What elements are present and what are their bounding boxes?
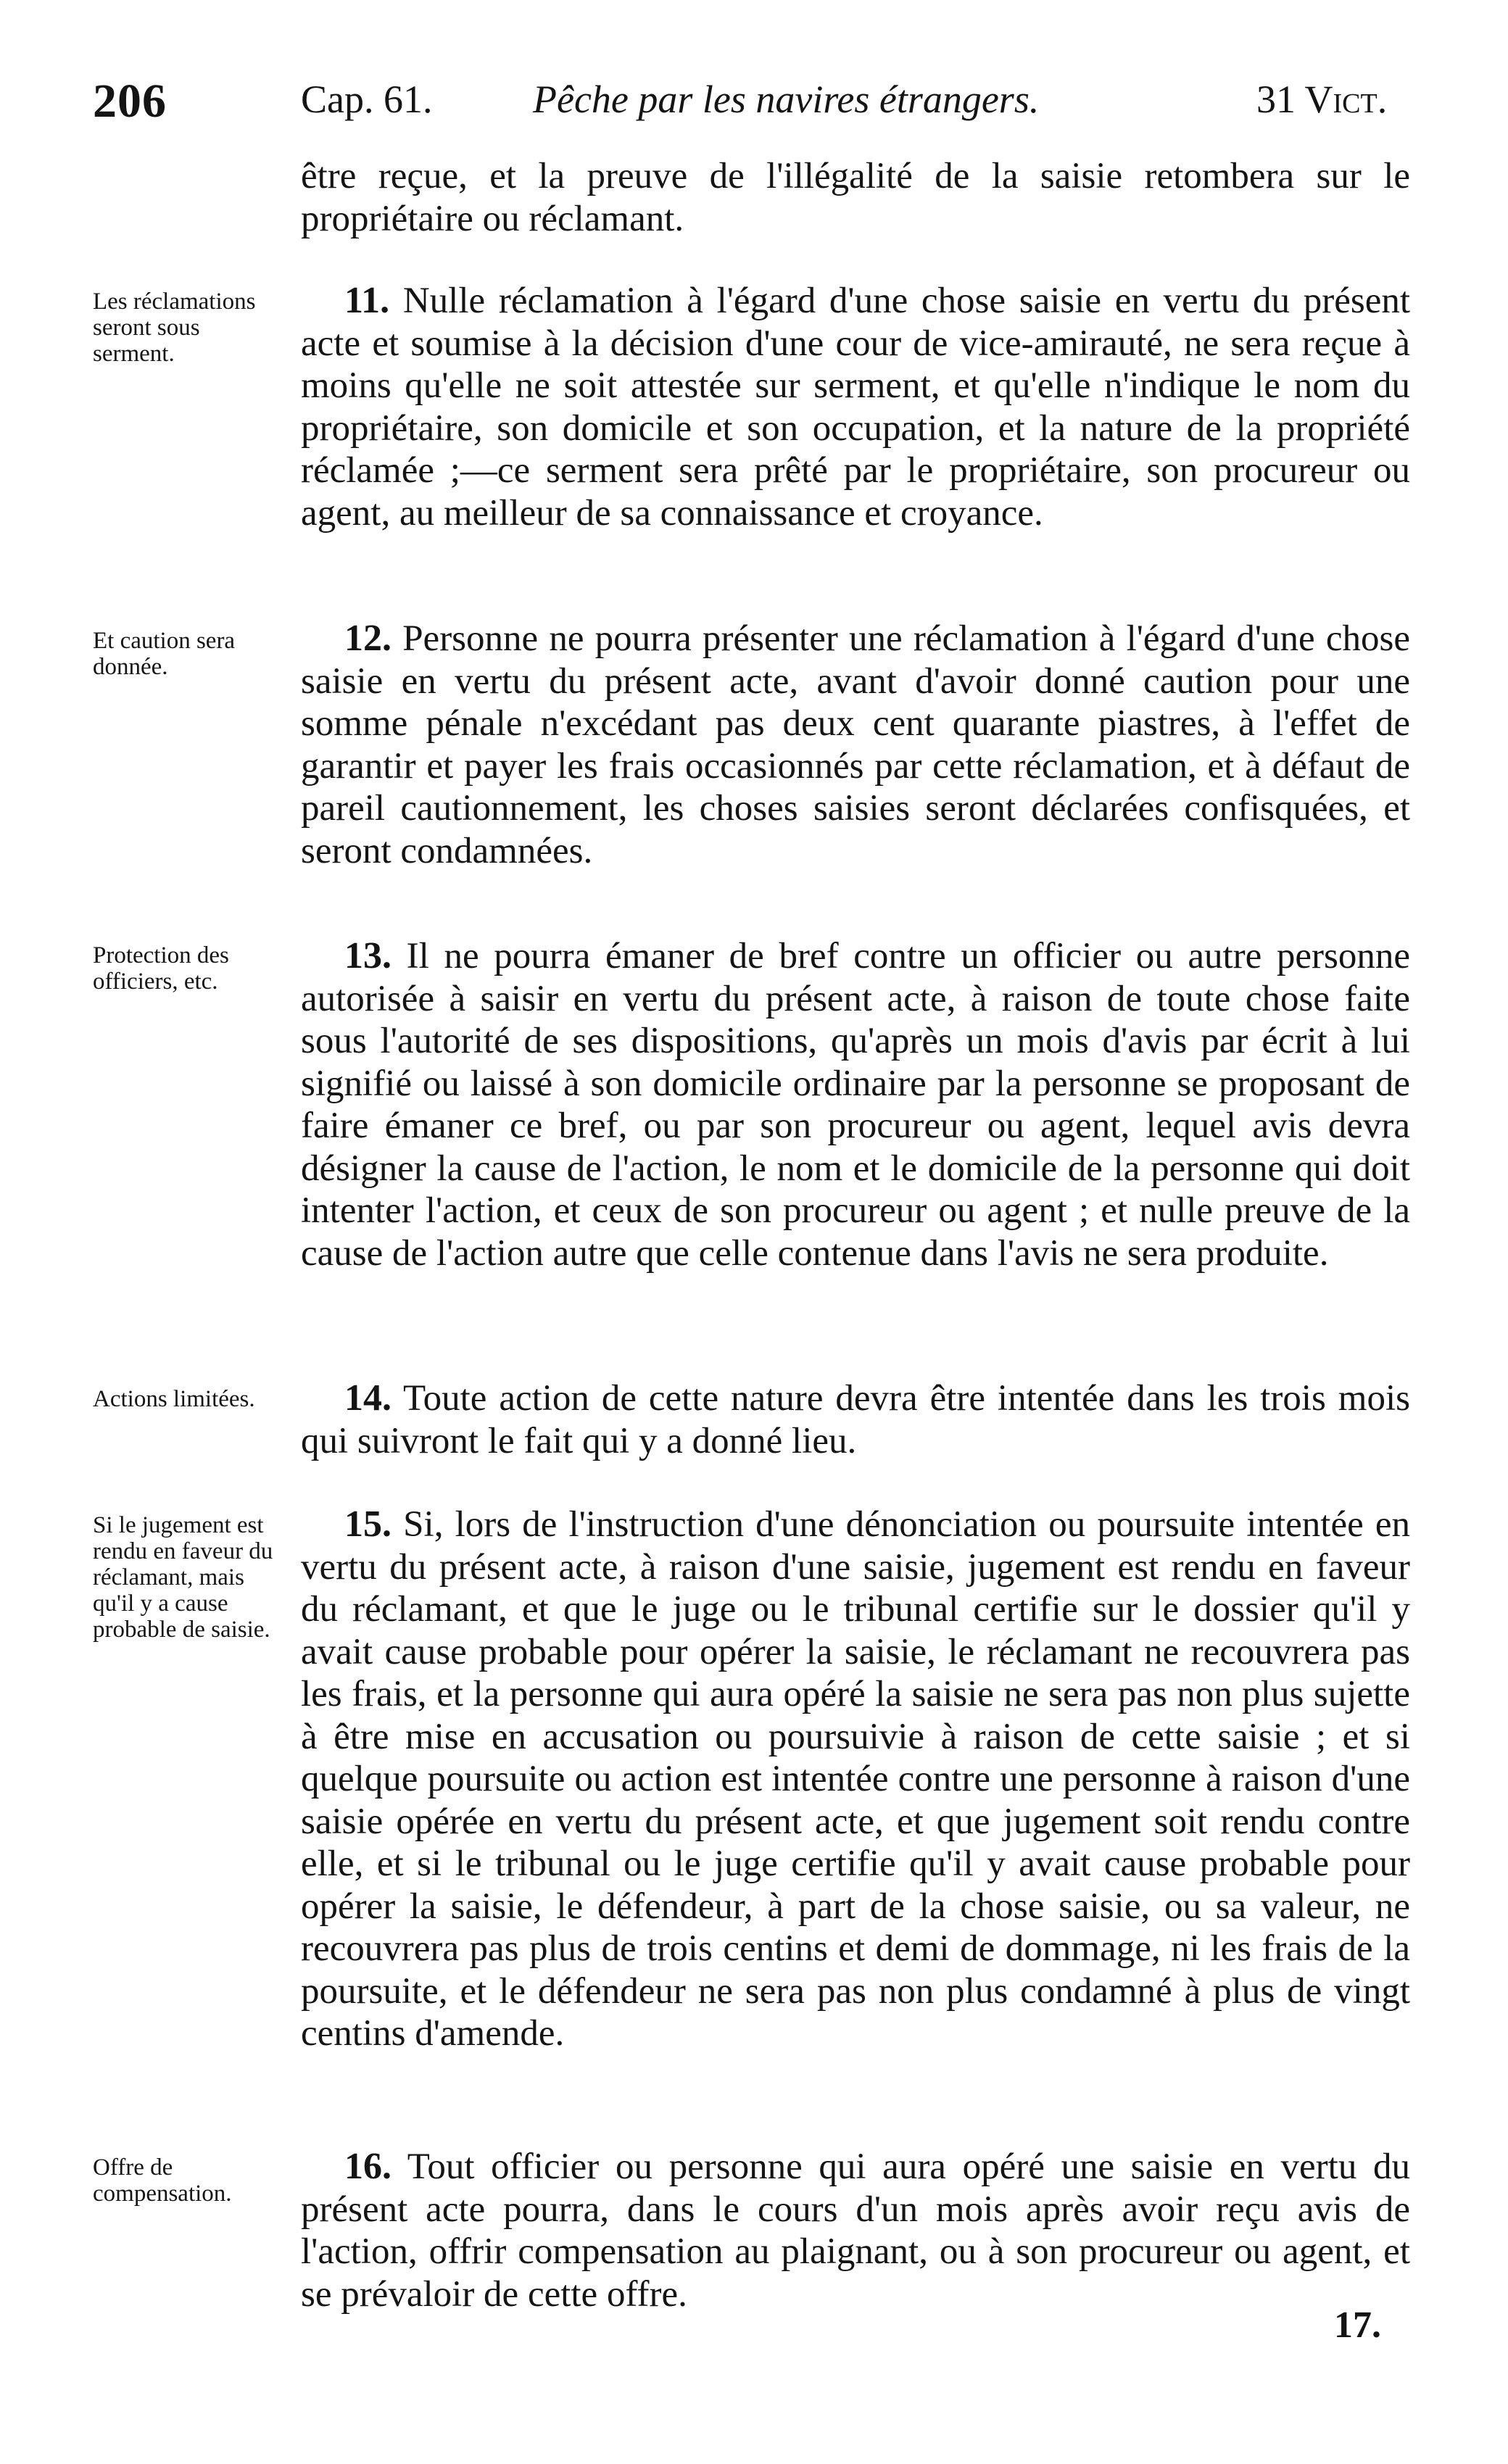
margin-note-15: Si le jugement est rendu en faveur du réclamant, mais qu'il y a cause probable de saisie. [93,1512,273,1643]
section-number: 11. [344,280,390,321]
section-13 [301,935,1410,1274]
margin-note-13: Protection des officiers, etc. [93,942,229,995]
regnal-year: 31 Vict. [1256,78,1388,121]
section-16 [301,2146,1410,2315]
section-text: Nulle réclamation à l'égard d'une chose saisie en vertu du présent acte et soumise à la décision d'une cour de vice-amirauté, ne sera reçue à moins qu'elle ne soit attestée sur serment, et qu'elle n'indique le nom du propriétaire, son domicile et son occupation, et la nature de la propriété réclamée ;—ce serment sera prêté par le propriétaire, son procureur ou agent, au meilleur de sa connaissance et croyance. [301,281,1411,534]
margin-note-11: Les réclamations seront sous serment. [93,289,256,367]
chapter-label: Cap. 61. [301,78,433,121]
section-14 [301,1377,1410,1462]
section-text: Toute action de cette nature devra être intentée dans les trois mois qui suivront le fait qui y a donné lieu. [301,1378,1410,1461]
section-number: 14. [344,1377,392,1419]
margin-note-14: Actions limitées. [93,1386,255,1412]
section-15 [301,1503,1410,2055]
continuation-paragraph: être reçue, et la preuve de l'illégalité de la saisie retombera sur le propriétaire ou réclamant. [301,156,1410,239]
margin-note-12: Et caution sera donnée. [93,628,236,680]
section-text: Si, lors de l'instruction d'une dénonciation ou poursuite intentée en vertu du présent acte, à raison d'une saisie, jugement est rendu en faveur du réclamant, et que le juge ou le tribunal certifie sur le dossier qu'il y avait cause probable pour opérer la saisie, le réclamant ne recouvrera pas les frais, et la personne qui aura opéré la saisie ne sera pas non plus sujette à être mise en accusation ou poursuivie à raison de cette saisie ; et si quelque poursuite ou action est intentée contre une personne à raison d'une saisie opérée en vertu du présent acte, et que jugement soit rendu contre elle, et si le tribunal ou le juge certifie qu'il y avait cause probable pour opérer la saisie, le défendeur, à part de la chose saisie, ou sa valeur, ne recouvrera pas plus de trois centins et demi de dommage, ni les frais de la poursuite, et le défendeur ne sera pas non plus condamné à plus de vingt centins d'amende. [301,1504,1411,2054]
margin-note-16: Offre de compensation. [93,2154,232,2207]
section-text: Il ne pourra émaner de bref contre un officier ou autre personne autorisée à saisir en vertu du présent acte, à raison de toute chose faite sous l'autorité de ses dispositions, qu'après un mois d'avis par écrit à lui signifié ou laissé à son domicile ordinaire par la personne se proposant de faire émaner ce bref, ou par son procureur ou agent, lequel avis devra désigner la cause de l'action, le nom et le domicile de la personne qui doit intenter l'action, et ceux de son procureur ou agent ; et nulle preuve de la cause de l'action autre que celle contenue dans l'avis ne sera produite. [301,936,1411,1274]
section-number: 12. [344,618,392,659]
section-number: 13. [344,935,392,976]
section-12 [301,618,1410,872]
section-text: Personne ne pourra présenter une réclamation à l'égard d'une chose saisie en vertu du présent acte, avant d'avoir donné caution pour une somme pénale n'excédant pas deux cent quarante piastres, à l'effet de garantir et payer les frais occasionnés par cette réclamation, et à défaut de pareil cautionnement, les choses saisies seront déclarées confisquées, et seront condamnées. [301,618,1410,871]
running-title: Pêche par les navires étrangers. [533,78,1040,121]
running-header [0,70,1508,135]
section-number: 16. [344,2146,392,2187]
page-number: 206 [93,75,167,128]
section-number: 15. [344,1503,392,1545]
section-text: Tout officier ou personne qui aura opéré une saisie en vertu du présent acte pourra, dans le cours d'un mois après avoir reçu avis de l'action, offrir compensation au plaignant, ou à son procureur ou agent, et se prévaloir de cette offre. [301,2146,1410,2315]
catchword: 17. [1334,2305,1381,2346]
section-11 [301,280,1410,534]
